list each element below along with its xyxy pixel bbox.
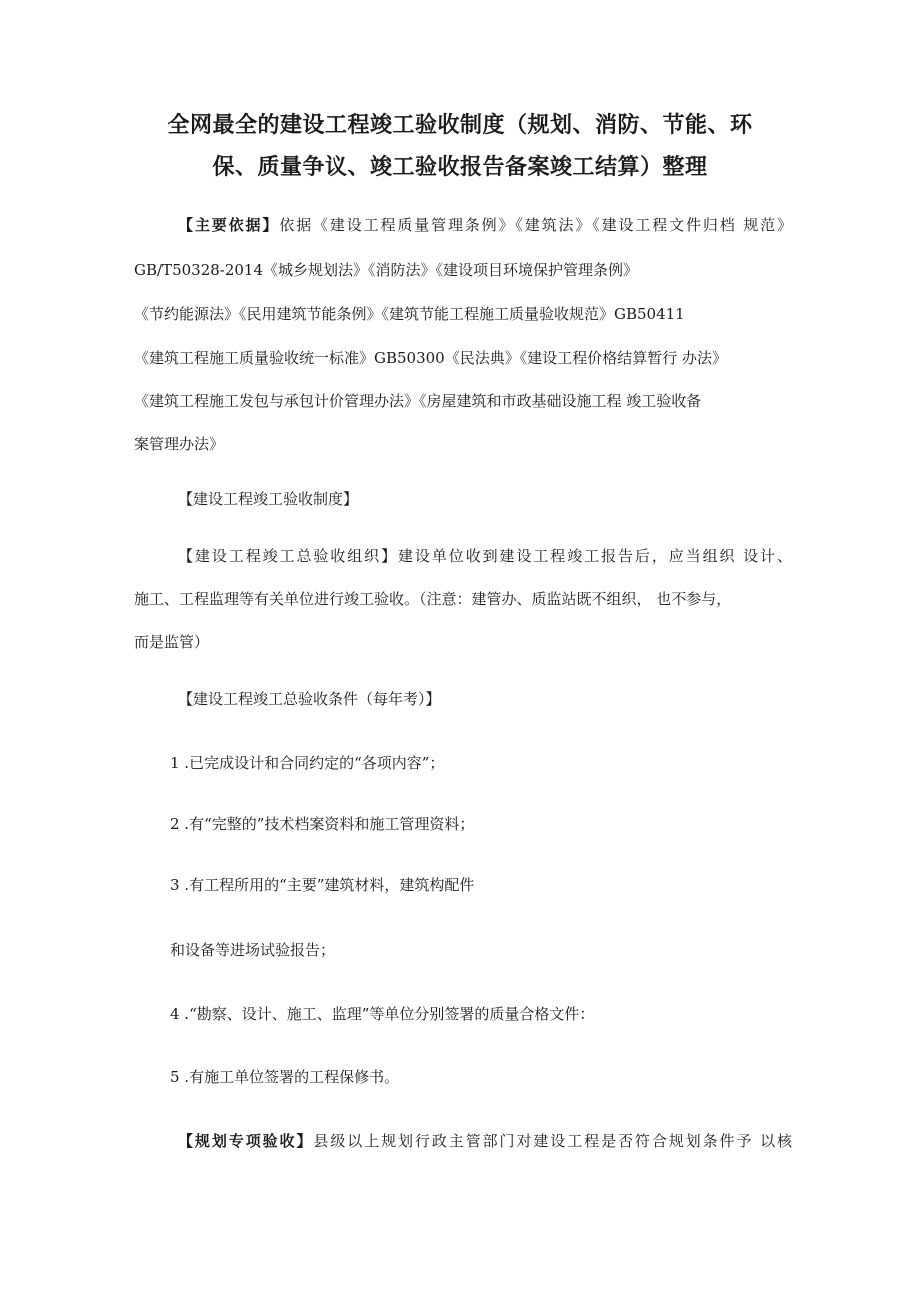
organize-label: 【建设工程竣工总验收组织】 [178, 547, 398, 565]
planning-line-1-text: 县级以上规划行政主管部门对建设工程是否符合规划条件予 以核 [313, 1132, 792, 1150]
basis-paragraph-line-3: 《节约能源法》《民用建筑节能条例》《建筑节能工程施工质量验收规范》GB50411 [134, 305, 685, 323]
organize-paragraph-line-3: 而是监管） [134, 633, 210, 651]
organize-paragraph-line-1 [178, 545, 792, 567]
basis-line-1-text: 依据《建设工程质量管理条例》《建筑法》《建设工程文件归档 规范》 [279, 216, 792, 234]
basis-paragraph-line-4: 《建筑工程施工质量验收统一标准》GB50300《民法典》《建设工程价格结算暂行 办法》 [134, 349, 727, 367]
document-title-line-2: 保、质量争议、竣工验收报告备案竣工结算）整理 [212, 155, 708, 180]
section-heading: 【建设工程竣工验收制度】 [178, 490, 359, 508]
document-title-line-1: 全网最全的建设工程竣工验收制度（规划、消防、节能、环 [167, 113, 753, 138]
basis-paragraph-line-6: 案管理办法》 [134, 435, 225, 453]
condition-item: 3 .有工程所用的“主要”建筑材料，建筑构配件 [170, 876, 475, 894]
basis-paragraph-line-5: 《建筑工程施工发包与承包计价管理办法》《房屋建筑和市政基础设施工程 竣工验收备 [134, 392, 702, 410]
basis-label: 【主要依据】 [178, 216, 280, 234]
planning-paragraph-line-1 [178, 1130, 792, 1152]
planning-label: 【规划专项验收】 [178, 1132, 314, 1150]
condition-item: 2 .有“完整的”技术档案资料和施工管理资料； [170, 815, 475, 833]
basis-paragraph-line-2: GB/T50328-2014《城乡规划法》《消防法》《建设项目环境保护管理条例》 [134, 261, 639, 279]
condition-item: 4 .“勘察、设计、施工、监理”等单位分别签署的质量合格文件： [170, 1005, 595, 1023]
condition-item: 1 .已完成设计和合同约定的“各项内容”； [170, 754, 445, 772]
conditions-heading: 【建设工程竣工总验收条件（每年考）】 [178, 690, 441, 708]
basis-paragraph-line-1 [178, 214, 792, 236]
condition-item-continuation: 和设备等进场试验报告； [170, 941, 336, 959]
condition-item: 5 .有施工单位签署的工程保修书。 [170, 1068, 400, 1086]
organize-paragraph-line-2: 施工、工程监理等有关单位进行竣工验收。（注意：建管办、质监站既不组织， 也不参与， [134, 590, 732, 608]
organize-line-1-text: 建设单位收到建设工程竣工报告后，应当组织 设计、 [398, 547, 792, 565]
